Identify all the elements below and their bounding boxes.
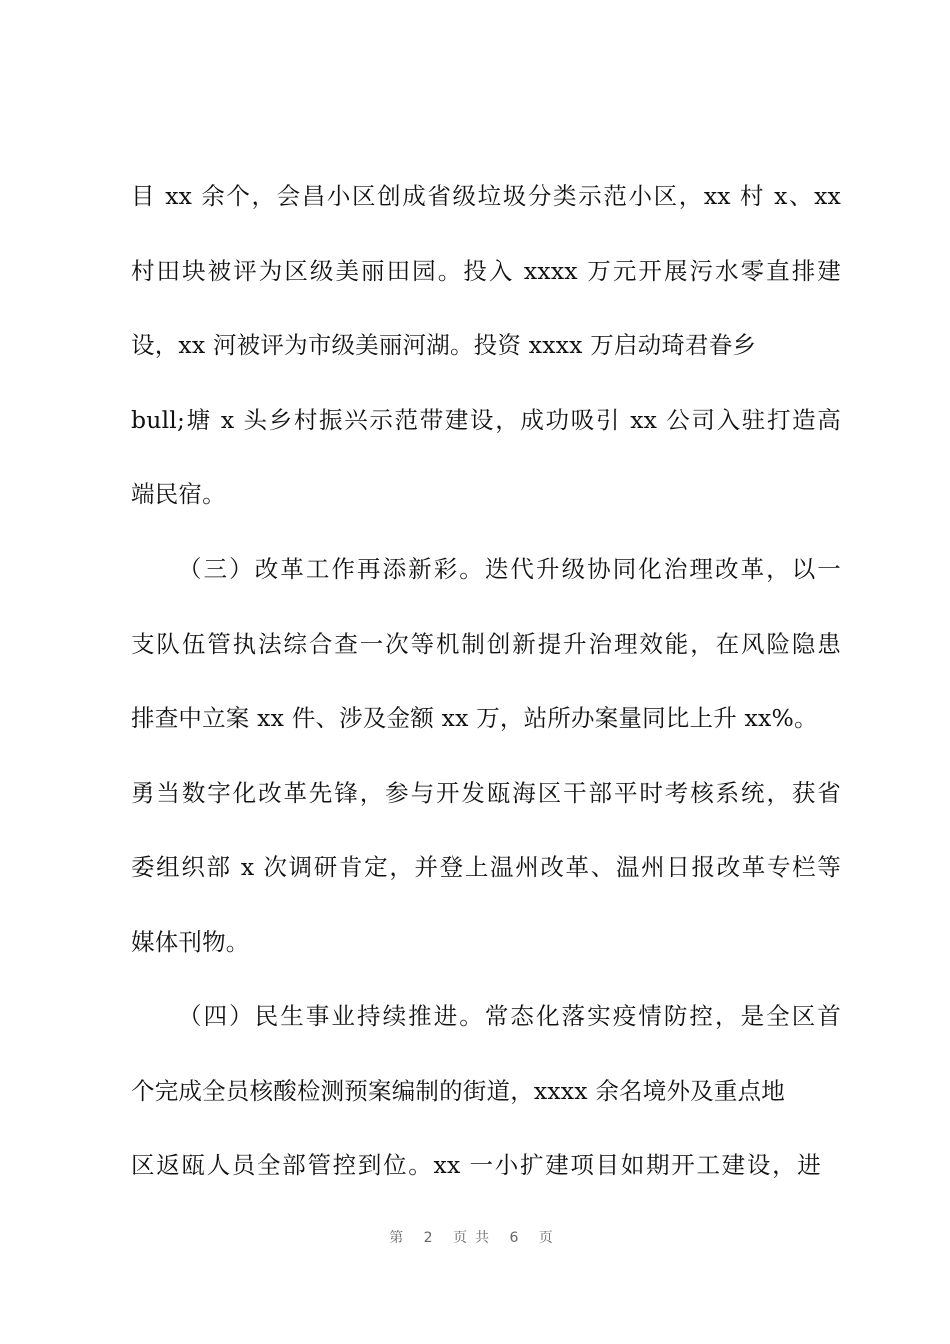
text-line: 目 xx 余个，会昌小区创成省级垃圾分类示范小区，xx 村 x、xx bbox=[131, 182, 841, 210]
paragraph-heading-3: （三）改革工作再添新彩。迭代升级协同化治理改革，以一 bbox=[178, 555, 841, 583]
page-footer: 第 2 页共 6 页 bbox=[389, 1230, 561, 1246]
text-line: 媒体刊物。 bbox=[131, 928, 250, 956]
text-line: 勇当数字化改革先锋，参与开发瓯海区干部平时考核系统，获省 bbox=[131, 779, 841, 807]
text-line: 个完成全员核酸检测预案编制的街道，xxxx 余名境外及重点地 bbox=[131, 1077, 785, 1105]
text-line: 区返瓯人员全部管控到位。xx 一小扩建项目如期开工建设，进 bbox=[131, 1151, 821, 1179]
text-line: 村田块被评为区级美丽田园。投入 xxxx 万元开展污水零直排建 bbox=[131, 257, 841, 285]
text-line: 排查中立案 xx 件、涉及金额 xx 万，站所办案量同比上升 xx%。 bbox=[131, 704, 818, 732]
text-line: 端民宿。 bbox=[131, 480, 226, 508]
paragraph-heading-4: （四）民生事业持续推进。常态化落实疫情防控，是全区首 bbox=[178, 1002, 841, 1030]
text-line: 设，xx 河被评为市级美丽河湖。投资 xxxx 万启动琦君眷乡 bbox=[131, 331, 757, 359]
text-line: 支队伍管执法综合查一次等机制创新提升治理效能，在风险隐患 bbox=[131, 630, 841, 658]
text-line: bull;塘 x 头乡村振兴示范带建设，成功吸引 xx 公司入驻打造高 bbox=[131, 406, 841, 434]
text-line: 委组织部 x 次调研肯定，并登上温州改革、温州日报改革专栏等 bbox=[131, 853, 841, 881]
